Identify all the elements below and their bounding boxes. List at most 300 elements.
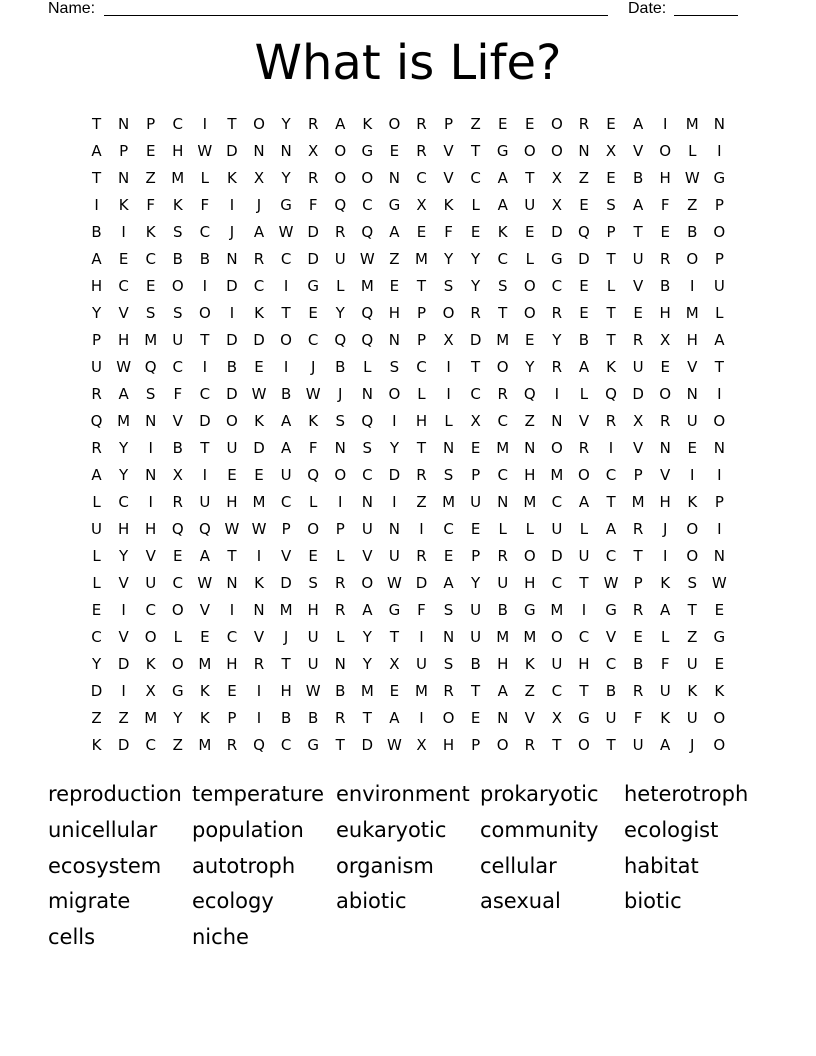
grid-letter: S xyxy=(443,466,454,484)
grid-letter: B xyxy=(172,250,183,268)
grid-letter: U xyxy=(415,655,427,673)
grid-letter: I xyxy=(256,547,262,565)
grid-letter: K xyxy=(524,655,535,673)
grid-letter: K xyxy=(91,736,102,754)
grid-letter: H xyxy=(90,277,103,295)
grid-letter: V xyxy=(253,628,265,646)
grid-letter: A xyxy=(280,412,292,430)
grid-row xyxy=(83,219,733,246)
grid-letter: V xyxy=(118,304,129,322)
letter-grid xyxy=(83,111,733,759)
grid-letter: O xyxy=(171,277,184,295)
grid-letter: H xyxy=(497,655,509,673)
grid-letter: L xyxy=(92,547,101,565)
grid-letter: L xyxy=(471,196,480,214)
grid-letter: T xyxy=(227,115,237,133)
grid-letter: S xyxy=(389,358,400,376)
grid-letter: N xyxy=(686,385,698,403)
grid-letter: T xyxy=(606,493,616,511)
grid-letter: E xyxy=(579,304,589,322)
grid-letter: X xyxy=(605,142,617,160)
grid-letter: C xyxy=(605,466,617,484)
grid-row xyxy=(83,246,733,273)
grid-letter: C xyxy=(172,115,184,133)
grid-letter: Q xyxy=(198,520,211,538)
grid-letter: O xyxy=(334,142,347,160)
grid-letter: I xyxy=(202,115,208,133)
grid-letter: C xyxy=(470,169,481,187)
grid-letter: M xyxy=(550,466,564,484)
grid-letter: U xyxy=(172,331,184,349)
grid-letter: W xyxy=(224,520,240,538)
grid-letter: V xyxy=(118,628,129,646)
grid-letter: E xyxy=(687,439,697,457)
grid-letter: I xyxy=(202,358,208,376)
grid-letter: J xyxy=(283,628,289,646)
grid-letter: V xyxy=(443,169,454,187)
grid-letter: L xyxy=(308,493,318,511)
grid-letter: R xyxy=(632,520,644,538)
grid-letter: H xyxy=(172,142,184,160)
grid-letter: Y xyxy=(525,358,535,376)
grid-letter: K xyxy=(118,196,129,214)
grid-letter: N xyxy=(442,439,455,457)
grid-letter: U xyxy=(686,655,698,673)
grid-letter: M xyxy=(496,331,510,349)
grid-row xyxy=(83,489,733,516)
grid-letter: C xyxy=(578,628,590,646)
grid-row xyxy=(83,705,733,732)
grid-letter: N xyxy=(118,169,130,187)
grid-letter: H xyxy=(415,412,428,430)
grid-letter: K xyxy=(254,574,264,592)
grid-letter: X xyxy=(416,736,427,754)
grid-letter: E xyxy=(416,223,427,241)
grid-letter: I xyxy=(121,682,126,700)
grid-letter: U xyxy=(632,736,644,754)
grid-letter: O xyxy=(388,115,401,133)
page-title: What is Life? xyxy=(254,35,562,91)
grid-letter: U xyxy=(551,520,563,538)
grid-letter: T xyxy=(200,439,210,457)
grid-letter: N xyxy=(361,385,373,403)
grid-letter: I xyxy=(202,466,208,484)
grid-letter: R xyxy=(551,358,563,376)
grid-letter: Z xyxy=(91,709,102,727)
grid-letter: P xyxy=(471,736,481,754)
grid-letter: U xyxy=(632,250,644,268)
grid-letter: M xyxy=(360,682,374,700)
grid-letter: R xyxy=(632,601,644,619)
grid-letter: A xyxy=(578,358,590,376)
grid-row xyxy=(83,543,733,570)
grid-letter: B xyxy=(280,709,292,727)
grid-letter: E xyxy=(227,682,237,700)
grid-letter: N xyxy=(388,169,401,187)
grid-letter: C xyxy=(199,385,211,403)
grid-row xyxy=(83,732,733,759)
grid-letter: B xyxy=(91,223,102,241)
grid-letter: O xyxy=(686,250,699,268)
grid-letter: D xyxy=(280,574,292,592)
grid-letter: O xyxy=(334,466,347,484)
grid-letter: O xyxy=(442,709,455,727)
grid-letter: Q xyxy=(253,736,265,754)
grid-letter: W xyxy=(386,574,402,592)
grid-letter: C xyxy=(497,250,508,268)
grid-letter: E xyxy=(227,466,237,484)
grid-letter: O xyxy=(442,304,455,322)
grid-letter: O xyxy=(198,304,211,322)
grid-letter: E xyxy=(606,115,616,133)
grid-letter: M xyxy=(279,601,293,619)
grid-letter: K xyxy=(199,682,210,700)
grid-letter: S xyxy=(335,412,345,430)
grid-letter: Y xyxy=(362,655,372,673)
grid-letter: O xyxy=(523,142,536,160)
grid-letter: I xyxy=(554,385,560,403)
grid-letter: Y xyxy=(91,304,102,322)
grid-letter: C xyxy=(443,520,454,538)
grid-letter: N xyxy=(551,412,563,430)
grid-letter: K xyxy=(687,493,698,511)
grid-letter: K xyxy=(254,412,264,430)
grid-letter: E xyxy=(254,466,264,484)
grid-letter: S xyxy=(606,196,616,214)
grid-letter: M xyxy=(496,439,510,457)
date-label: Date: xyxy=(628,0,667,17)
grid-letter: A xyxy=(660,736,671,754)
grid-row xyxy=(83,678,733,705)
grid-letter: N xyxy=(659,439,671,457)
grid-letter: E xyxy=(389,682,400,700)
grid-letter: V xyxy=(632,142,644,160)
grid-letter: E xyxy=(714,601,725,619)
grid-letter: M xyxy=(685,304,699,322)
grid-letter: V xyxy=(687,358,698,376)
grid-letter: C xyxy=(362,196,373,214)
grid-letter: V xyxy=(660,466,671,484)
grid-letter: O xyxy=(713,223,726,241)
grid-letter: F xyxy=(444,223,453,241)
grid-letter: M xyxy=(631,493,645,511)
grid-letter: A xyxy=(91,466,102,484)
grid-row xyxy=(83,597,733,624)
grid-letter: Q xyxy=(90,412,103,430)
grid-row xyxy=(83,435,733,462)
grid-letter: Q xyxy=(605,385,617,403)
word-list-item: ecologist xyxy=(624,817,719,842)
grid-letter: Y xyxy=(389,439,399,457)
grid-row xyxy=(83,516,733,543)
grid-letter: L xyxy=(200,169,210,187)
grid-letter: H xyxy=(524,466,536,484)
grid-letter: T xyxy=(335,736,345,754)
grid-letter: Q xyxy=(578,223,590,241)
grid-letter: U xyxy=(659,682,671,700)
grid-letter: R xyxy=(551,304,563,322)
grid-letter: J xyxy=(310,358,316,376)
grid-letter: C xyxy=(497,466,508,484)
grid-letter: V xyxy=(199,601,210,619)
grid-letter: O xyxy=(334,169,347,187)
grid-letter: P xyxy=(416,331,426,349)
grid-letter: D xyxy=(632,385,644,403)
name-blank-line xyxy=(104,15,608,16)
grid-letter: M xyxy=(171,169,185,187)
grid-letter: A xyxy=(497,169,508,187)
grid-letter: O xyxy=(361,169,374,187)
grid-letter: U xyxy=(524,196,536,214)
grid-letter: R xyxy=(578,115,590,133)
grid-letter: F xyxy=(417,601,426,619)
grid-letter: C xyxy=(172,574,184,592)
grid-letter: T xyxy=(606,250,616,268)
grid-letter: K xyxy=(172,196,183,214)
grid-letter: W xyxy=(197,574,213,592)
grid-letter: O xyxy=(659,385,672,403)
grid-letter: Y xyxy=(471,574,481,592)
grid-letter: C xyxy=(362,466,373,484)
grid-letter: O xyxy=(713,709,726,727)
grid-letter: T xyxy=(552,736,562,754)
grid-letter: E xyxy=(91,601,102,619)
grid-letter: Y xyxy=(552,331,562,349)
grid-letter: I xyxy=(283,277,289,295)
grid-letter: T xyxy=(227,547,237,565)
grid-letter: C xyxy=(118,277,129,295)
grid-letter: I xyxy=(446,385,451,403)
grid-letter: E xyxy=(633,304,643,322)
grid-letter: P xyxy=(92,331,102,349)
grid-letter: M xyxy=(252,493,266,511)
grid-letter: M xyxy=(117,412,131,430)
grid-letter: O xyxy=(361,574,374,592)
grid-letter: D xyxy=(388,466,401,484)
grid-letter: C xyxy=(551,277,563,295)
grid-letter: M xyxy=(496,628,510,646)
grid-letter: A xyxy=(118,385,129,403)
grid-letter: T xyxy=(91,169,102,187)
grid-letter: V xyxy=(578,412,590,430)
grid-letter: M xyxy=(523,628,537,646)
grid-letter: X xyxy=(389,655,400,673)
grid-letter: B xyxy=(280,385,292,403)
grid-letter: G xyxy=(523,601,536,619)
grid-letter: S xyxy=(145,304,156,322)
grid-letter: T xyxy=(200,331,210,349)
grid-letter: G xyxy=(551,250,563,268)
grid-letter: Z xyxy=(687,628,698,646)
grid-letter: E xyxy=(633,628,643,646)
grid-letter: E xyxy=(579,277,589,295)
grid-letter: L xyxy=(92,493,101,511)
grid-letter: W xyxy=(197,142,213,160)
grid-letter: P xyxy=(146,115,156,133)
grid-letter: Q xyxy=(361,412,374,430)
grid-letter: C xyxy=(118,493,129,511)
grid-letter: O xyxy=(388,385,401,403)
grid-letter: X xyxy=(660,331,671,349)
grid-letter: O xyxy=(578,736,590,754)
grid-letter: F xyxy=(146,196,156,214)
grid-letter: N xyxy=(226,574,238,592)
grid-letter: K xyxy=(145,223,156,241)
grid-letter: V xyxy=(632,277,644,295)
grid-letter: C xyxy=(199,223,211,241)
grid-letter: Q xyxy=(334,196,347,214)
grid-letter: R xyxy=(335,709,346,727)
grid-letter: L xyxy=(336,277,345,295)
grid-letter: U xyxy=(361,520,373,538)
grid-letter: F xyxy=(308,196,318,214)
grid-letter: D xyxy=(199,412,211,430)
grid-letter: E xyxy=(173,547,183,565)
grid-letter: C xyxy=(605,655,617,673)
grid-row xyxy=(83,111,733,138)
grid-row xyxy=(83,354,733,381)
grid-letter: I xyxy=(94,196,99,214)
grid-letter: C xyxy=(416,358,427,376)
grid-letter: L xyxy=(525,250,534,268)
grid-letter: U xyxy=(145,574,157,592)
grid-letter: I xyxy=(446,358,451,376)
grid-letter: I xyxy=(690,466,695,484)
word-list-item: heterotroph xyxy=(624,782,749,806)
grid-letter: I xyxy=(717,385,722,403)
grid-letter: H xyxy=(524,574,536,592)
grid-letter: I xyxy=(392,412,397,430)
grid-letter: R xyxy=(91,439,102,457)
grid-letter: X xyxy=(551,709,562,727)
grid-letter: I xyxy=(229,196,235,214)
date-blank-line xyxy=(674,15,738,16)
grid-letter: I xyxy=(419,709,424,727)
grid-letter: H xyxy=(388,304,401,322)
grid-letter: N xyxy=(253,142,265,160)
grid-letter: U xyxy=(470,601,482,619)
grid-letter: D xyxy=(117,736,130,754)
grid-letter: O xyxy=(523,277,536,295)
grid-letter: W xyxy=(116,358,132,376)
grid-letter: T xyxy=(471,682,481,700)
grid-letter: B xyxy=(335,682,346,700)
grid-row xyxy=(83,570,733,597)
grid-letter: L xyxy=(579,385,589,403)
grid-letter: O xyxy=(550,142,563,160)
grid-letter: E xyxy=(660,358,670,376)
grid-letter: N xyxy=(713,115,725,133)
grid-letter: R xyxy=(578,439,590,457)
grid-letter: N xyxy=(497,709,509,727)
grid-letter: O xyxy=(171,655,184,673)
grid-letter: Z xyxy=(470,115,481,133)
grid-letter: D xyxy=(551,547,563,565)
grid-row xyxy=(83,273,733,300)
grid-letter: U xyxy=(280,466,292,484)
name-label: Name: xyxy=(48,0,96,17)
grid-letter: E xyxy=(579,196,589,214)
grid-letter: T xyxy=(416,439,427,457)
grid-letter: O xyxy=(226,412,238,430)
word-list-item: unicellular xyxy=(48,817,158,842)
grid-letter: S xyxy=(362,439,373,457)
grid-letter: S xyxy=(687,574,698,592)
grid-letter: Q xyxy=(361,304,374,322)
word-list-item: prokaryotic xyxy=(480,782,599,806)
grid-letter: W xyxy=(251,385,267,403)
grid-letter: A xyxy=(632,115,644,133)
word-list-item: cellular xyxy=(480,853,557,878)
grid-letter: O xyxy=(713,736,726,754)
grid-letter: K xyxy=(443,196,454,214)
grid-letter: A xyxy=(714,331,725,349)
grid-letter: V xyxy=(118,574,129,592)
grid-letter: Y xyxy=(471,250,481,268)
grid-letter: T xyxy=(471,358,481,376)
grid-letter: X xyxy=(253,169,265,187)
word-list-item: community xyxy=(480,817,599,842)
grid-letter: M xyxy=(523,493,537,511)
grid-letter: C xyxy=(145,736,156,754)
grid-letter: M xyxy=(144,331,158,349)
grid-letter: Y xyxy=(281,169,291,187)
grid-row xyxy=(83,165,733,192)
grid-letter: R xyxy=(416,115,427,133)
grid-letter: O xyxy=(713,412,726,430)
grid-letter: O xyxy=(523,304,536,322)
grid-letter: U xyxy=(686,412,698,430)
worksheet-header xyxy=(48,0,748,20)
grid-letter: Y xyxy=(173,709,183,727)
grid-letter: N xyxy=(226,250,238,268)
grid-row xyxy=(83,300,733,327)
word-list-item: niche xyxy=(192,925,249,950)
grid-letter: M xyxy=(685,115,699,133)
grid-letter: E xyxy=(145,142,156,160)
grid-row xyxy=(83,624,733,651)
grid-letter: E xyxy=(470,520,481,538)
grid-letter: H xyxy=(578,655,590,673)
word-list-item: ecology xyxy=(192,889,274,914)
grid-letter: S xyxy=(443,655,454,673)
grid-letter: R xyxy=(524,736,535,754)
grid-letter: I xyxy=(392,493,397,511)
grid-letter: L xyxy=(417,385,426,403)
grid-row xyxy=(83,192,733,219)
grid-letter: X xyxy=(470,412,481,430)
grid-letter: X xyxy=(172,466,183,484)
grid-letter: I xyxy=(148,439,153,457)
grid-letter: K xyxy=(227,169,237,187)
grid-letter: U xyxy=(551,655,563,673)
grid-letter: Z xyxy=(524,682,535,700)
word-list-item: asexual xyxy=(480,889,561,914)
grid-letter: E xyxy=(660,223,670,241)
grid-letter: D xyxy=(551,223,563,241)
grid-letter: Q xyxy=(523,385,536,403)
grid-letter: T xyxy=(471,142,481,160)
grid-letter: R xyxy=(632,682,644,700)
grid-letter: N xyxy=(361,493,373,511)
grid-letter: K xyxy=(660,709,671,727)
grid-letter: H xyxy=(659,169,671,187)
grid-letter: E xyxy=(470,223,481,241)
grid-letter: P xyxy=(471,466,481,484)
grid-letter: G xyxy=(496,142,509,160)
word-list-item: migrate xyxy=(48,889,131,914)
grid-letter: W xyxy=(711,574,727,592)
